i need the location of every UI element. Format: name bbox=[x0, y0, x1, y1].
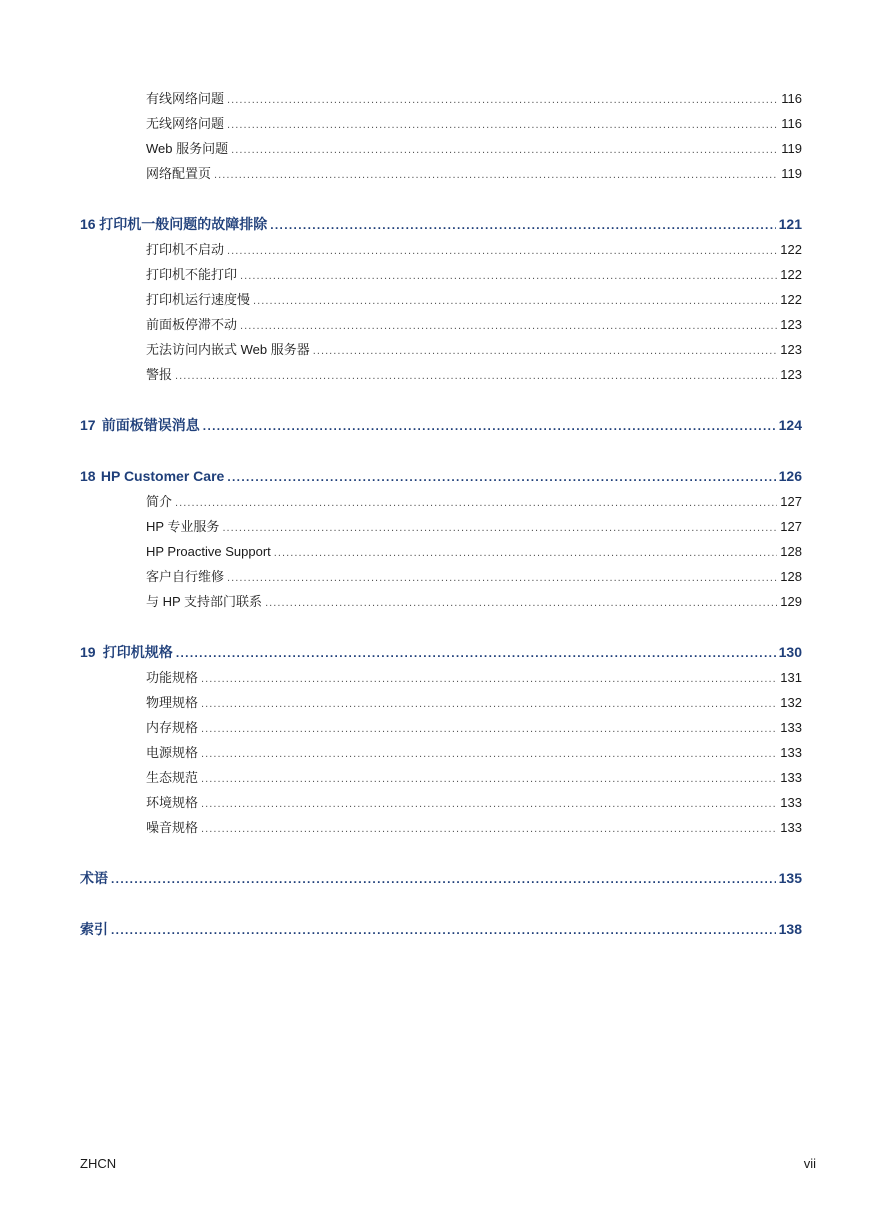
dot-leader bbox=[201, 717, 777, 742]
toc-entry-title: 物理规格 bbox=[146, 695, 199, 710]
toc-entry-page: 127 bbox=[780, 494, 802, 509]
toc-entry-page: 123 bbox=[780, 367, 802, 382]
toc-entry-printer-slow[interactable] bbox=[80, 287, 802, 312]
toc-entry-wireless-network[interactable] bbox=[80, 111, 802, 136]
toc-entry-printer-wont-start[interactable] bbox=[80, 237, 802, 262]
toc-entry-title: Web 服务问题 bbox=[146, 141, 229, 156]
dot-leader bbox=[240, 314, 777, 339]
toc-entry-title: 打印机不启动 bbox=[146, 242, 225, 257]
toc-entry-title: 噪音规格 bbox=[146, 820, 199, 835]
dot-leader bbox=[175, 491, 777, 516]
chapter-number: 18 bbox=[80, 468, 96, 484]
toc-entry-page: 116 bbox=[781, 116, 802, 131]
toc-entry-page: 122 bbox=[780, 267, 802, 282]
chapter-page: 130 bbox=[778, 644, 802, 660]
toc-entry-page: 116 bbox=[781, 91, 802, 106]
toc-entry-title: 无线网络问题 bbox=[146, 116, 225, 131]
dot-leader bbox=[111, 917, 776, 943]
dot-leader bbox=[201, 742, 777, 767]
toc-chapter-19[interactable] bbox=[80, 639, 802, 665]
toc-entry-title: 简介 bbox=[146, 494, 173, 509]
toc-glossary[interactable] bbox=[80, 865, 802, 891]
glossary-page: 135 bbox=[778, 870, 802, 886]
toc-entry-memory-specs[interactable] bbox=[80, 715, 802, 740]
toc-entry-page: 133 bbox=[780, 745, 802, 760]
dot-leader bbox=[176, 640, 776, 666]
dot-leader bbox=[203, 413, 776, 439]
toc-entry-title: 与 HP 支持部门联系 bbox=[146, 594, 263, 609]
toc-entry-cannot-access-ews[interactable] bbox=[80, 337, 802, 362]
toc-entry-title: 警报 bbox=[146, 367, 173, 382]
toc-entry-page: 123 bbox=[780, 342, 802, 357]
dot-leader bbox=[201, 792, 777, 817]
toc-entry-page: 119 bbox=[781, 141, 802, 156]
toc-entry-front-panel-frozen[interactable] bbox=[80, 312, 802, 337]
toc-entry-title: 生态规范 bbox=[146, 770, 199, 785]
footer-locale: ZHCN bbox=[80, 1156, 117, 1171]
dot-leader bbox=[240, 264, 777, 289]
toc-entry-title: 内存规格 bbox=[146, 720, 199, 735]
toc-entry-page: 133 bbox=[780, 795, 802, 810]
chapter-number: 17 bbox=[80, 417, 96, 433]
toc-entry-alerts[interactable] bbox=[80, 362, 802, 387]
footer-page-number: vii bbox=[803, 1156, 816, 1171]
toc-entry-page: 122 bbox=[780, 292, 802, 307]
toc-entry-title: 网络配置页 bbox=[146, 166, 212, 181]
dot-leader bbox=[227, 113, 778, 138]
toc-entry-contact-hp-support[interactable] bbox=[80, 589, 802, 614]
toc-entry-title: HP 专业服务 bbox=[146, 519, 220, 534]
toc-entry-environmental-specs[interactable] bbox=[80, 790, 802, 815]
dot-leader bbox=[214, 163, 778, 188]
toc-entry-page: 119 bbox=[781, 166, 802, 181]
dot-leader bbox=[274, 541, 778, 566]
dot-leader bbox=[265, 591, 777, 616]
chapter-title: HP Customer Care bbox=[100, 468, 225, 484]
dot-leader bbox=[227, 239, 777, 264]
dot-leader bbox=[201, 767, 777, 792]
toc-entry-printer-wont-print[interactable] bbox=[80, 262, 802, 287]
toc-entry-title: 电源规格 bbox=[146, 745, 199, 760]
chapter-page: 121 bbox=[778, 216, 802, 232]
toc-entry-title: 打印机不能打印 bbox=[146, 267, 238, 282]
index-page: 138 bbox=[778, 921, 802, 937]
toc-entry-page: 128 bbox=[780, 569, 802, 584]
toc-entry-acoustic-specs[interactable] bbox=[80, 815, 802, 840]
toc-entry-functional-specs[interactable] bbox=[80, 665, 802, 690]
chapter-number: 19 bbox=[80, 644, 96, 660]
toc-entry-hp-proactive-support[interactable] bbox=[80, 539, 802, 564]
toc-entry-power-specs[interactable] bbox=[80, 740, 802, 765]
toc-entry-title: 打印机运行速度慢 bbox=[146, 292, 251, 307]
chapter-title: 打印机规格 bbox=[102, 644, 173, 660]
toc-entry-page: 127 bbox=[780, 519, 802, 534]
index-title: 索引 bbox=[80, 921, 108, 937]
chapter-number: 16 bbox=[80, 216, 96, 232]
toc-chapter-16[interactable] bbox=[80, 211, 802, 237]
toc-entry-web-services[interactable] bbox=[80, 136, 802, 161]
toc-entry-page: 129 bbox=[780, 594, 802, 609]
toc-entry-page: 122 bbox=[780, 242, 802, 257]
dot-leader bbox=[175, 364, 777, 389]
chapter-page: 124 bbox=[778, 417, 802, 433]
dot-leader bbox=[201, 667, 777, 692]
dot-leader bbox=[227, 464, 775, 490]
toc-entry-physical-specs[interactable] bbox=[80, 690, 802, 715]
toc-entry-page: 132 bbox=[780, 695, 802, 710]
dot-leader bbox=[201, 817, 777, 842]
dot-leader bbox=[253, 289, 777, 314]
toc-entry-page: 133 bbox=[780, 770, 802, 785]
chapter-title: 前面板错误消息 bbox=[101, 417, 200, 433]
toc-chapter-18[interactable] bbox=[80, 463, 802, 489]
toc-entry-customer-self-repair[interactable] bbox=[80, 564, 802, 589]
dot-leader bbox=[222, 516, 777, 541]
toc-entry-network-config-page[interactable] bbox=[80, 161, 802, 186]
toc-entry-title: 有线网络问题 bbox=[146, 91, 225, 106]
toc-entry-page: 123 bbox=[780, 317, 802, 332]
toc-entry-title: 环境规格 bbox=[146, 795, 199, 810]
toc-entry-title: 前面板停滞不动 bbox=[146, 317, 238, 332]
dot-leader bbox=[201, 692, 777, 717]
toc-entry-wired-network[interactable] bbox=[80, 86, 802, 111]
chapter-page: 126 bbox=[778, 468, 802, 484]
dot-leader bbox=[231, 138, 778, 163]
toc-entry-title: 无法访问内嵌式 Web 服务器 bbox=[146, 342, 310, 357]
dot-leader bbox=[270, 212, 775, 238]
toc-index[interactable] bbox=[80, 916, 802, 942]
dot-leader bbox=[313, 339, 778, 364]
toc-entry-title: HP Proactive Support bbox=[146, 544, 271, 559]
toc-entry-hp-professional-services[interactable] bbox=[80, 514, 802, 539]
dot-leader bbox=[227, 566, 777, 591]
toc-entry-ecological-specs[interactable] bbox=[80, 765, 802, 790]
toc-entry-page: 128 bbox=[780, 544, 802, 559]
toc-entry-introduction[interactable] bbox=[80, 489, 802, 514]
table-of-contents bbox=[80, 86, 802, 942]
toc-entry-title: 客户自行维修 bbox=[146, 569, 225, 584]
dot-leader bbox=[227, 88, 778, 113]
chapter-title: 打印机一般问题的故障排除 bbox=[99, 216, 268, 232]
toc-entry-title: 功能规格 bbox=[146, 670, 199, 685]
toc-entry-page: 133 bbox=[780, 720, 802, 735]
toc-entry-page: 131 bbox=[780, 670, 802, 685]
dot-leader bbox=[111, 866, 776, 892]
glossary-title: 术语 bbox=[80, 870, 108, 886]
toc-chapter-17[interactable] bbox=[80, 412, 802, 438]
toc-entry-page: 133 bbox=[780, 820, 802, 835]
